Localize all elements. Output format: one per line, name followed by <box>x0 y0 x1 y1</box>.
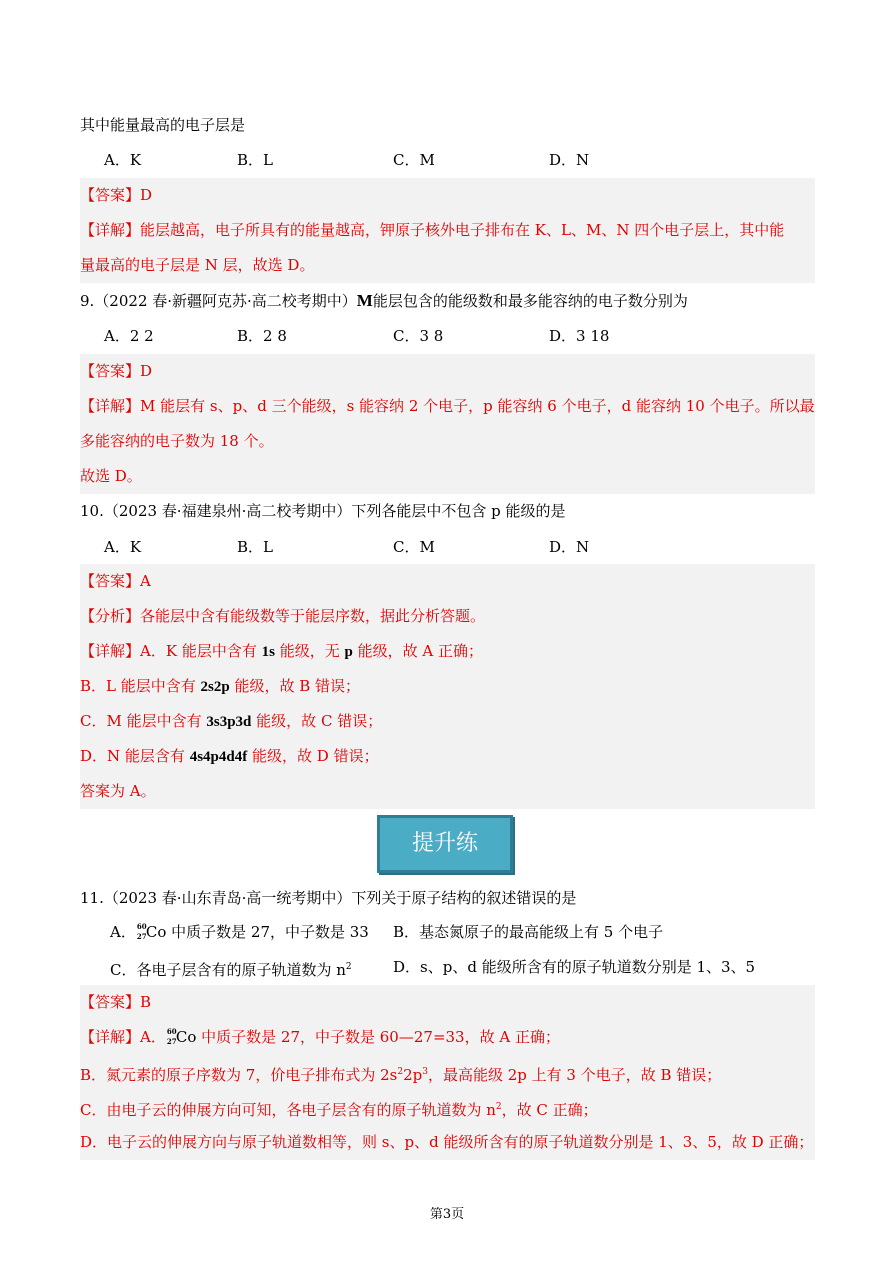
q9-option-c: C．3 8 <box>393 327 444 345</box>
q11-option-c: C．各电子层含有的原子轨道数为 $n^2$ <box>110 961 352 979</box>
q10-option-c: C．M <box>393 538 435 556</box>
q10-detail-a: 【详解】A．K 能层中含有 1s 能级，无 p 能级，故 A 正确； <box>80 634 815 669</box>
q8-stem: 其中能量最高的电子层是 <box>80 116 246 134</box>
q9-detail-line2: 多能容纳的电子数为 18 个。 <box>80 424 815 459</box>
q10-detail-b: B．L 能层中含有 2s2p 能级，故 B 错误； <box>80 669 815 704</box>
q10-options <box>104 530 804 565</box>
q8-options <box>104 143 804 178</box>
q9-option-d: D．3 18 <box>549 327 610 345</box>
q9-stem: 9.（2022 春·新疆阿克苏·高二校考期中）M能层包含的能级数和最多能容纳的电子数分别为 <box>80 291 688 310</box>
isotope-symbol: 60 27 <box>166 1027 177 1046</box>
q11-detail-d: D．电子云的伸展方向与原子轨道数相等，则 s、p、d 能级所含有的原子轨道数分别是 1、3、5，故 D 正确； <box>80 1125 815 1160</box>
q10-option-a: A．K <box>104 538 142 556</box>
q10-conclusion: 答案为 A。 <box>80 774 815 809</box>
q10-answer: 【答案】A <box>80 564 815 599</box>
q9-detail-line3: 故选 D。 <box>80 459 815 494</box>
q9-options <box>104 319 804 354</box>
q8-option-c: C．M <box>393 151 435 169</box>
q11-option-a: A． 60 27 Co 中质子数是 27，中子数是 33 <box>110 922 369 941</box>
q8-option-a: A．K <box>104 151 142 169</box>
q8-option-b: B．L <box>237 151 273 169</box>
q11-detail-c: C．由电子云的伸展方向可知，各电子层含有的原子轨道数为 $n^2$，故 C 正确； <box>80 1090 815 1125</box>
q9-answer: 【答案】D <box>80 354 815 389</box>
q10-option-d: D．N <box>549 538 590 556</box>
section-banner: 提升练 <box>377 815 513 873</box>
q10-detail-d: D．N 能层含有 4s4p4d4f 能级，故 D 错误； <box>80 739 815 774</box>
q8-answer: 【答案】D <box>80 178 815 213</box>
page-number: 第3页 <box>429 1207 465 1222</box>
q10-option-b: B．L <box>237 538 273 556</box>
q10-analysis: 【分析】各能层中含有能级数等于能层序数，据此分析答题。 <box>80 599 815 634</box>
q8-option-d: D．N <box>549 151 590 169</box>
q11-option-b: B．基态氮原子的最高能级上有 5 个电子 <box>393 923 664 941</box>
q11-detail-b: B．氮元素的原子序数为 7，价电子排布式为 $2s^22p^3$，最高能级 2p 上有 3 个电子，故 B 错误； <box>80 1055 815 1090</box>
q8-detail-line1: 【详解】能层越高，电子所具有的能量越高，钾原子核外电子排布在 K、L、M、N 四个电子层上，其中能 <box>80 213 815 248</box>
q11-detail-a: 【详解】A． 60 27 Co 中质子数是 27，中子数是 60—27=33，故 A 正确； <box>80 1020 815 1055</box>
q10-detail-c: C．M 能层中含有 3s3p3d 能级，故 C 错误； <box>80 704 815 739</box>
q8-detail-line2: 量最高的电子层是 N 层，故选 D。 <box>80 248 815 283</box>
q10-stem: 10.（2023 春·福建泉州·高二校考期中）下列各能层中不包含 p 能级的是 <box>80 502 566 520</box>
q11-options-row1 <box>110 915 810 950</box>
q11-option-d: D．s、p、d 能级所含有的原子轨道数分别是 1、3、5 <box>393 958 756 976</box>
q11-options-row2 <box>110 950 810 985</box>
q11-answer: 【答案】B <box>80 985 815 1020</box>
q11-stem: 11.（2023 春·山东青岛·高一统考期中）下列关于原子结构的叙述错误的是 <box>80 889 577 907</box>
q9-option-b: B．2 8 <box>237 327 287 345</box>
isotope-symbol: 60 27 <box>136 922 147 941</box>
q9-option-a: A．2 2 <box>104 327 154 345</box>
q9-detail-line1: 【详解】M 能层有 s、p、d 三个能级，s 能容纳 2 个电子，p 能容纳 6 个电子，d 能容纳 10 个电子。所以最 <box>80 389 815 424</box>
